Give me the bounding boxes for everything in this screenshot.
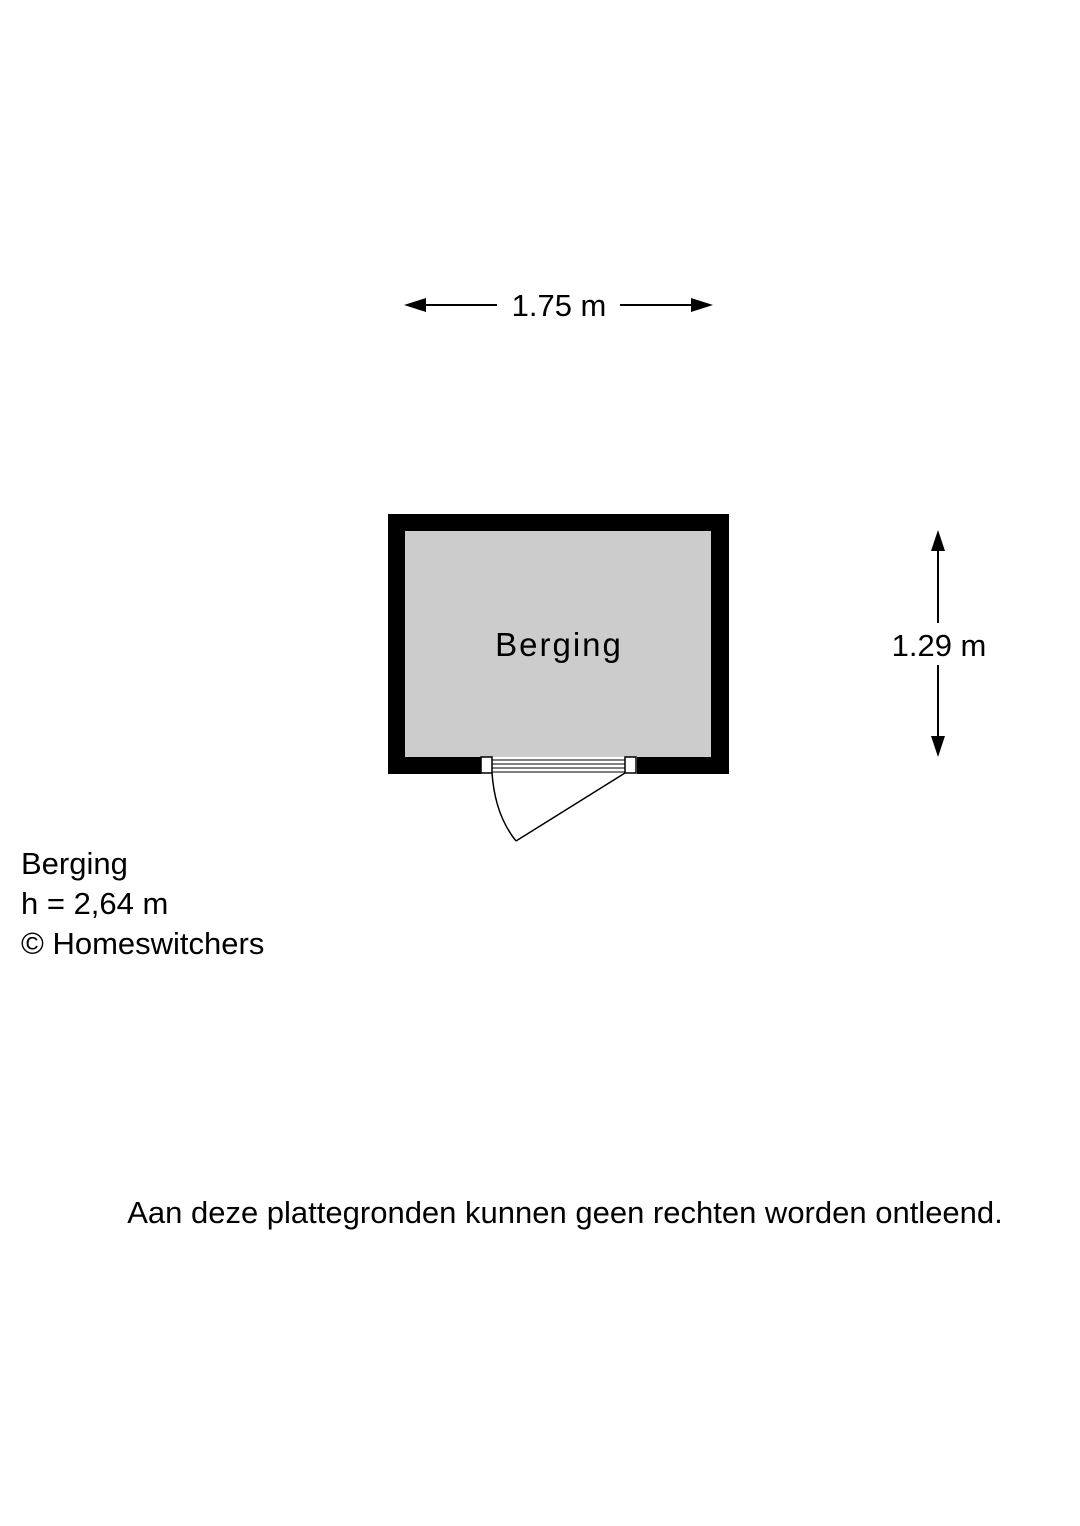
arrow-down-icon <box>931 736 945 757</box>
room-info <box>21 844 264 964</box>
width-label: 1.75 m <box>511 288 607 323</box>
arrow-right-icon <box>691 298 713 312</box>
info-copyright: © Homeswitchers <box>21 926 265 961</box>
door-swing-arc <box>492 773 516 841</box>
door-jamb-left <box>481 757 492 773</box>
info-room-name: Berging <box>21 846 128 881</box>
door-leaf <box>516 773 625 841</box>
arrow-left-icon <box>404 298 426 312</box>
width-dimension <box>404 288 713 323</box>
info-height: h = 2,64 m <box>21 886 169 921</box>
depth-label: 1.29 m <box>891 628 987 663</box>
disclaimer: Aan deze plattegronden kunnen geen rechten worden ontleend. <box>127 1195 1003 1230</box>
depth-dimension <box>892 530 987 757</box>
room <box>388 514 729 841</box>
door-jamb-right <box>625 757 636 773</box>
room-label: Berging <box>495 626 623 663</box>
